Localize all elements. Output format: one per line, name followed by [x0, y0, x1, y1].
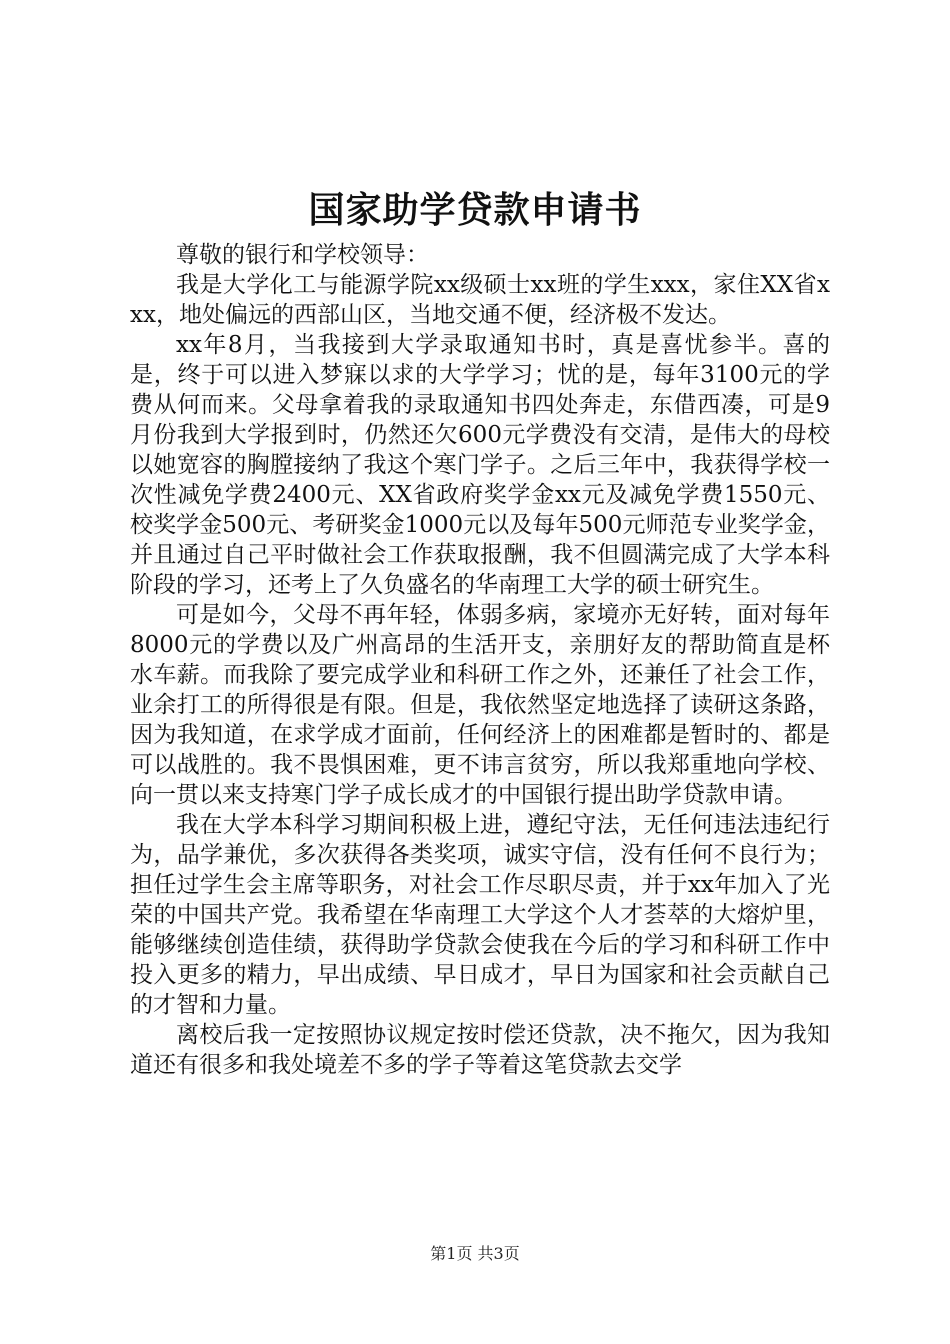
paragraph: 我是大学化工与能源学院xx级硕士xx班的学生xxx，家住XX省xxx，地处偏远的西部山区，当地交通不便，经济极不发达。 — [130, 272, 830, 328]
paragraph: 可是如今，父母不再年轻，体弱多病，家境亦无好转，面对每年8000元的学费以及广州高昂的生活开支，亲朋好友的帮助简直是杯水车薪。而我除了要完成学业和科研工作之外，还兼任了社会工作，业余打工的所得很是有限。但是，我依然坚定地选择了读研这条路，因为我知道，在求学成才面前，任何经济上的困难都是暂时的、都是可以战胜的。我不畏惧困难，更不讳言贫穷，所以我郑重地向学校、向一贯以来支持寒门学子成长成才的中国银行提出助学贷款申请。 — [130, 602, 830, 808]
salutation: 尊敬的银行和学校领导： — [176, 242, 429, 268]
paragraph: 离校后我一定按照协议规定按时偿还贷款，决不拖欠，因为我知道还有很多和我处境差不多的学子等着这笔贷款去交学 — [130, 1022, 830, 1078]
paragraph: 我在大学本科学习期间积极上进，遵纪守法，无任何违法违纪行为，品学兼优，多次获得各类奖项，诚实守信，没有任何不良行为；担任过学生会主席等职务，对社会工作尽职尽责，并于xx年加入了光荣的中国共产党。我希望在华南理工大学这个人才荟萃的大熔炉里，能够继续创造佳绩，获得助学贷款会使我在今后的学习和科研工作中投入更多的精力，早出成绩、早日成才，早日为国家和社会贡献自己的才智和力量。 — [130, 812, 830, 1018]
page-footer: 第1页 共3页 — [430, 1244, 520, 1263]
document-title: 国家助学贷款申请书 — [308, 189, 642, 231]
paragraph: xx年8月，当我接到大学录取通知书时，真是喜忧参半。喜的是，终于可以进入梦寐以求的大学学习；忧的是，每年3100元的学费从何而来。父母拿着我的录取通知书四处奔走，东借西凑，可是9月份我到大学报到时，仍然还欠600元学费没有交清，是伟大的母校以她宽容的胸膛接纳了我这个寒门学子。之后三年中，我获得学校一次性减免学费2400元、XX省政府奖学金xx元及减免学费1550元、校奖学金500元、考研奖金1000元以及每年500元师范专业奖学金，并且通过自己平时做社会工作获取报酬，我不但圆满完成了大学本科阶段的学习，还考上了久负盛名的华南理工大学的硕士研究生。 — [130, 332, 830, 598]
document-body — [130, 240, 830, 1080]
